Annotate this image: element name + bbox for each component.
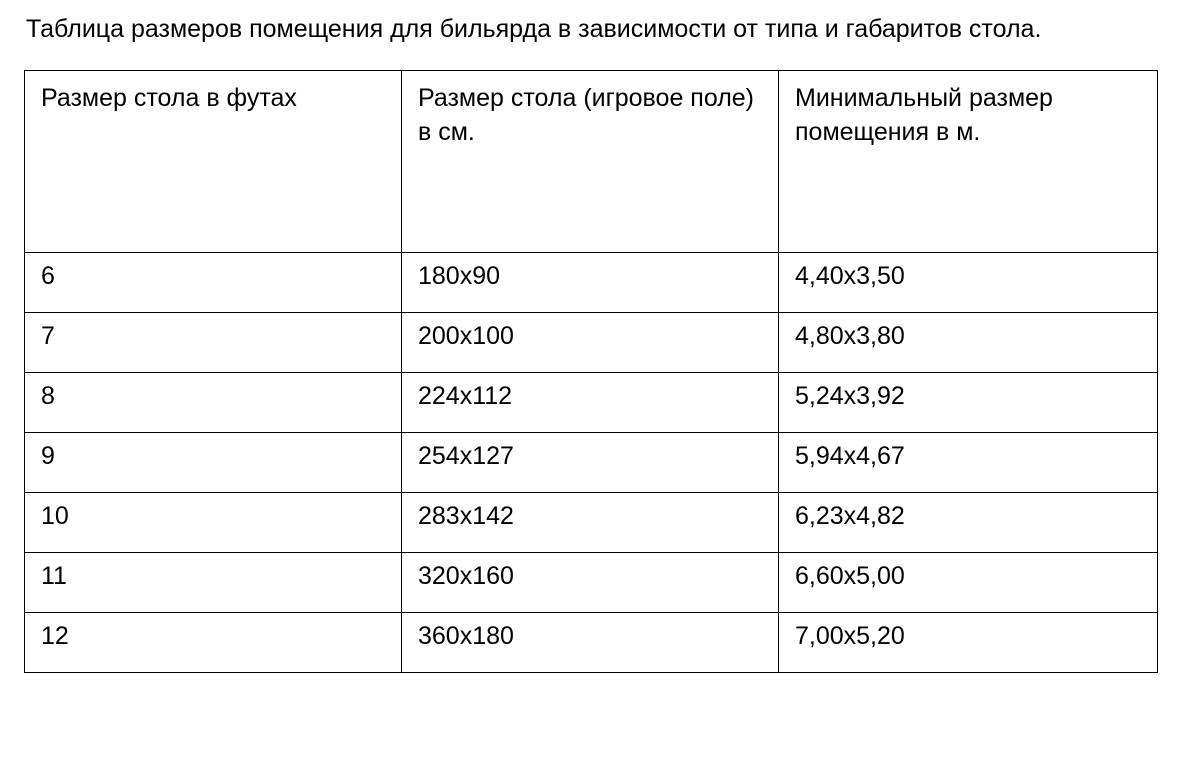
cell-feet: 10: [25, 493, 402, 553]
table-row: [25, 553, 1158, 613]
cell-room: 5,24x3,92: [779, 373, 1158, 433]
cell-cm: 180x90: [402, 253, 779, 313]
cell-cm: 224x112: [402, 373, 779, 433]
cell-room: 4,40x3,50: [779, 253, 1158, 313]
header-min-room-size: Минимальный размер помещения в м.: [779, 71, 1158, 253]
table-row: [25, 613, 1158, 673]
page-title: Таблица размеров помещения для бильярда в зависимости от типа и габаритов стола.: [26, 15, 1042, 43]
cell-cm: 283x142: [402, 493, 779, 553]
table-row: [25, 433, 1158, 493]
table-header-row: [25, 71, 1158, 253]
cell-feet: 11: [25, 553, 402, 613]
cell-room: 7,00x5,20: [779, 613, 1158, 673]
table-row: [25, 493, 1158, 553]
table-row: [25, 313, 1158, 373]
cell-cm: 360x180: [402, 613, 779, 673]
header-table-size-feet: Размер стола в футах: [25, 71, 402, 253]
header-table-size-cm: Размер стола (игровое поле) в см.: [402, 71, 779, 253]
table-row: [25, 373, 1158, 433]
cell-feet: 8: [25, 373, 402, 433]
cell-feet: 12: [25, 613, 402, 673]
cell-cm: 320x160: [402, 553, 779, 613]
billiard-room-size-table: [24, 70, 1158, 673]
table-row: [25, 253, 1158, 313]
cell-feet: 7: [25, 313, 402, 373]
cell-cm: 254x127: [402, 433, 779, 493]
cell-feet: 6: [25, 253, 402, 313]
cell-room: 5,94x4,67: [779, 433, 1158, 493]
cell-feet: 9: [25, 433, 402, 493]
cell-cm: 200x100: [402, 313, 779, 373]
cell-room: 6,23x4,82: [779, 493, 1158, 553]
cell-room: 6,60x5,00: [779, 553, 1158, 613]
cell-room: 4,80x3,80: [779, 313, 1158, 373]
